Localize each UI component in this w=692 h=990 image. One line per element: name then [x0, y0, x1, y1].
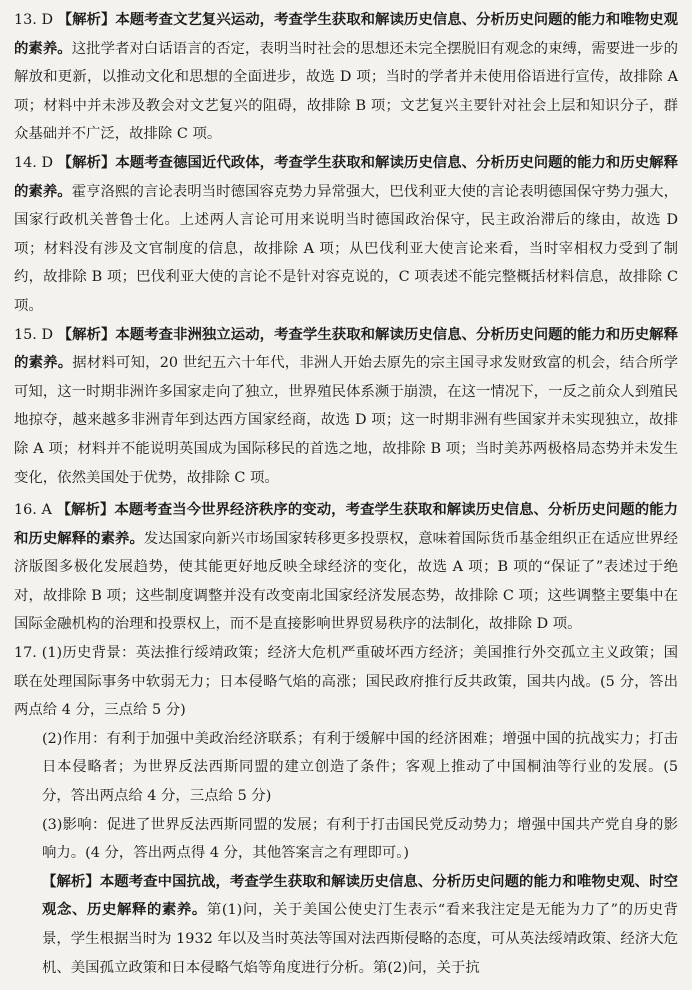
answer-13 — [14, 6, 678, 149]
part-1-text: (1)历史背景：英法推行绥靖政策；经济大危机严重破坏西方经济；美国推行外交孤立主义政策；国联在处理国际事务中软弱无力；日本侵略气焰的高涨；国民政府推行反共政策，国共内战。(5 分，答出两点给 4 分，三点给 5 分) — [14, 645, 678, 719]
answer-17-part-1 — [14, 639, 678, 725]
analysis-body: 发达国家向新兴市场国家转移更多投票权，意味着国际货币基金组织正在适应世界经济版图多极化发展趋势，使其能更好地反映全球经济的变化，故选 A 项；B 项的“保证了”表述过于绝对，故排除 B 项；这些制度调整并没有改变南北国家经济发展态势，故排除 C 项；这些调整主要集中在国际金融机构的治理和投票权上，而不是直接影响世界贸易秩序的法制化，故排除 D 项。 — [14, 530, 678, 633]
answer-14 — [14, 149, 678, 321]
analysis-heading: 【解析】本题考查非洲独立运动，考查学生获取和解读历史信息、分析历史问题的能力和历史解释的素养。 — [14, 326, 678, 372]
analysis-heading: 【解析】本题考查中国抗战，考查学生获取和解读历史信息、分析历史问题的能力和唯物史观、时空观念、历史解释的素养。 — [42, 873, 678, 919]
question-number: 13. D — [14, 12, 58, 28]
question-number: 17. — [14, 645, 42, 662]
part-2-text: (2)作用：有利于加强中美政治经济联系；有利于缓解中国的经济困难；增强中国的抗战实力；打击日本侵略者；为世界反法西斯同盟的建立创造了条件；客观上推动了中国桐油等行业的发展。(5 分，答出两点给 4 分，三点给 5 分) — [42, 730, 678, 805]
question-number: 14. D — [14, 154, 58, 171]
question-number: 15. D — [14, 326, 58, 343]
analysis-heading: 【解析】本题考查德国近代政体，考查学生获取和解读历史信息、分析历史问题的能力和历史解释的素养。 — [14, 154, 678, 200]
answer-17-analysis — [14, 868, 678, 982]
part-3-text: (3)影响：促进了世界反法西斯同盟的发展；有利于打击国民党反动势力；增强中国共产党自身的影响力。(4 分，答出两点得 4 分，其他答案言之有理即可。) — [42, 816, 678, 862]
question-number: 16. A — [14, 502, 57, 519]
answer-15 — [14, 321, 678, 493]
answer-16 — [14, 496, 678, 639]
analysis-body: 这批学者对白话语言的否定，表明当时社会的思想还未完全摆脱旧有观念的束缚，需要进一步的解放和更新，以推动文化和思想的全面进步，故选 D 项；当时的学者并未使用俗语进行宣传，故排除 A 项；材料中并未涉及教会对文艺复兴的阻碍，故排除 B 项；文艺复兴主要针对社会上层和知识分子，群众基础并不广泛，故排除 C 项。 — [14, 40, 678, 143]
analysis-heading: 【解析】本题考查文艺复兴运动，考查学生获取和解读历史信息、分析历史问题的能力和唯物史观的素养。 — [14, 12, 678, 57]
analysis-heading: 【解析】本题考查当今世界经济秩序的变动，考查学生获取和解读历史信息、分析历史问题的能力和历史解释的素养。 — [14, 502, 678, 547]
answer-17-part-3 — [14, 811, 678, 868]
analysis-body: 第(1)问，关于美国公使史汀生表示“看来我注定是无能为力了”的历史背景，学生根据当时为 1932 年以及当时英法等国对法西斯侵略的态度，可从英法绥靖政策、经济大危机、美国孤立政策和日本侵略气焰等角度进行分析。第(2)问，关于抗 — [42, 902, 678, 976]
analysis-body: 据材料可知，20 世纪五六十年代，非洲人开始去原先的宗主国寻求发财致富的机会，结合所学可知，这一时期非洲许多国家走向了独立，世界殖民体系濒于崩溃，在这一情况下，一反之前众人到殖民地掠夺，越来越多非洲青年到达西方国家经商，故选 D 项；这一时期非洲有些国家并未实现独立，故排除 A 项；材料并不能说明英国成为国际移民的首选之地，故排除 B 项；当时美苏两极格局态势并未发生变化，依然美国处于优势，故排除 C 项。 — [14, 355, 678, 486]
answer-17-part-2 — [14, 725, 678, 811]
analysis-body: 霍亨洛熙的言论表明当时德国容克势力异常强大，巴伐利亚大使的言论表明德国保守势力强大，国家行政机关普鲁士化。上述两人言论可用来说明当时德国政治保守，民主政治滞后的缘由，故选 D 项；材料没有涉及文官制度的信息，故排除 A 项；从巴伐利亚大使言论来看，当时宰相权力受到了制约，故排除 B 项；巴伐利亚大使的言论不是针对容克说的，C 项表述不能完整概括材料信息，故排除 C 项。 — [14, 183, 678, 314]
